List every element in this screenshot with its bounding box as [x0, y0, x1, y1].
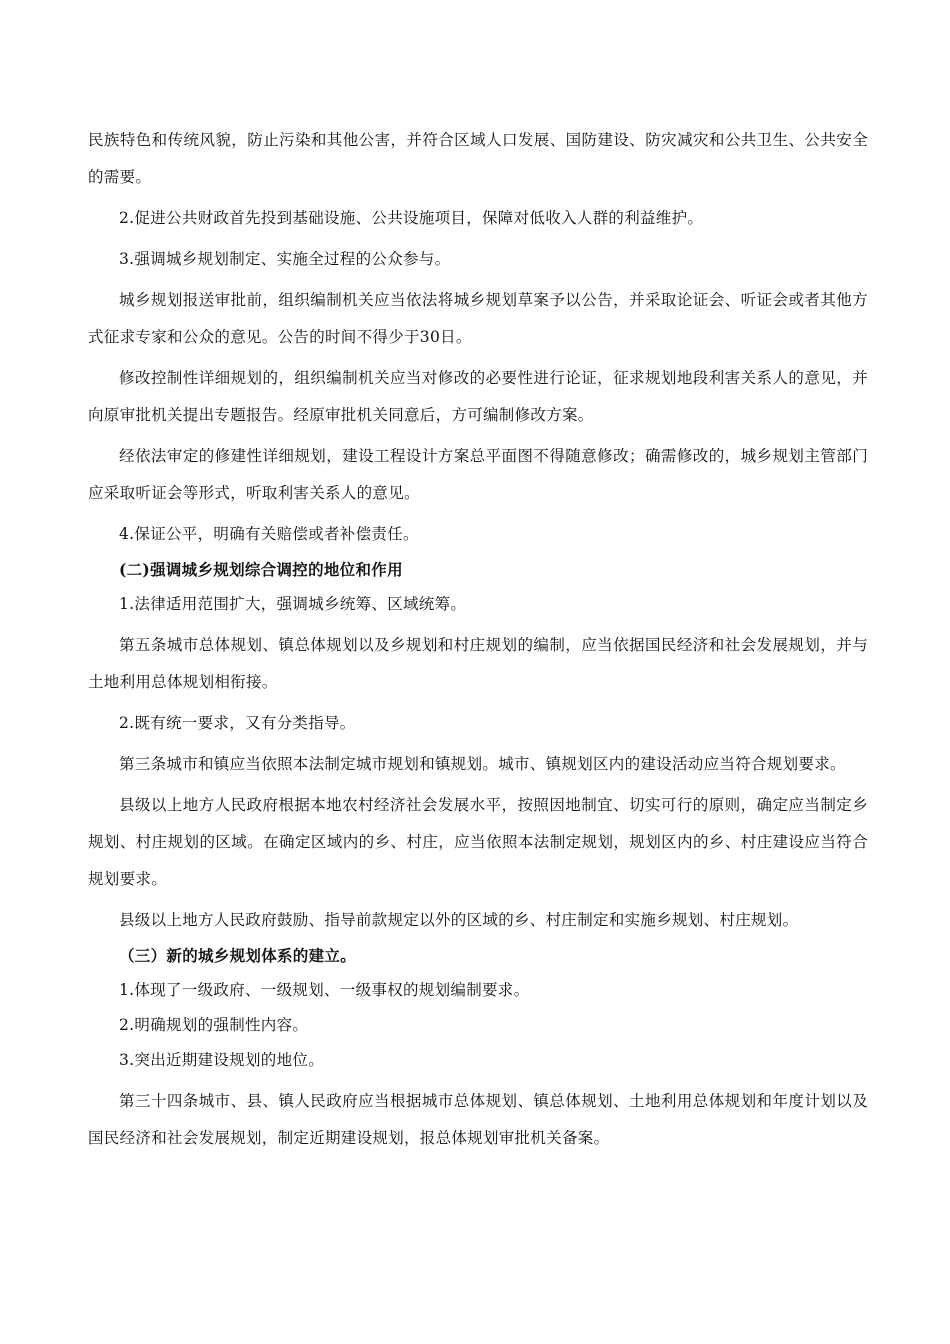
paragraph-17: 2.明确规划的强制性内容。 [119, 1016, 309, 1034]
section-heading-2: (二)强调城乡规划综合调控的地位和作用 [119, 560, 403, 579]
paragraph-19: 第三十四条城市、县、镇人民政府应当根据城市总体规划、镇总体规划、土地利用总体规划和年度计划以及国民经济和社会发展规划，制定近期建设规划，报总体规划审批机关备案。 [88, 1092, 868, 1147]
paragraph-3: 3.强调城乡规划制定、实施全过程的公众参与。 [119, 250, 451, 268]
paragraph-10: 第五条城市总体规划、镇总体规划以及乡规划和村庄规划的编制，应当依据国民经济和社会发展规划，并与土地利用总体规划相衔接。 [88, 636, 868, 691]
section-heading-3: （三）新的城乡规划体系的建立。 [119, 946, 357, 965]
paragraph-13: 县级以上地方人民政府根据本地农村经济社会发展水平，按照因地制宜、切实可行的原则，确定应当制定乡规划、村庄规划的区域。在确定区域内的乡、村庄，应当依照本法制定规划，规划区内的乡、村庄建设应当符合规划要求。 [88, 796, 868, 888]
paragraph-2: 2.促进公共财政首先投到基础设施、公共设施项目，保障对低收入人群的利益维护。 [119, 209, 704, 227]
paragraph-18: 3.突出近期建设规划的地位。 [119, 1051, 324, 1069]
paragraph-7: 4.保证公平，明确有关赔偿或者补偿责任。 [119, 525, 419, 543]
paragraph-1: 民族特色和传统风貌，防止污染和其他公害，并符合区域人口发展、国防建设、防灾减灾和公共卫生、公共安全的需要。 [88, 131, 868, 186]
paragraph-6: 经依法审定的修建性详细规划，建设工程设计方案总平面图不得随意修改；确需修改的，城乡规划主管部门应采取听证会等形式，听取利害关系人的意见。 [88, 447, 868, 502]
paragraph-16: 1.体现了一级政府、一级规划、一级事权的规划编制要求。 [119, 981, 530, 999]
paragraph-9: 1.法律适用范围扩大，强调城乡统筹、区域统筹。 [119, 595, 467, 613]
paragraph-4: 城乡规划报送审批前，组织编制机关应当依法将城乡规划草案予以公告，并采取论证会、听证会或者其他方式征求专家和公众的意见。公告的时间不得少于30日。 [88, 291, 868, 346]
paragraph-5: 修改控制性详细规划的，组织编制机关应当对修改的必要性进行论证，征求规划地段利害关系人的意见，并向原审批机关提出专题报告。经原审批机关同意后，方可编制修改方案。 [88, 369, 868, 424]
document-body [88, 122, 868, 1157]
paragraph-14: 县级以上地方人民政府鼓励、指导前款规定以外的区域的乡、村庄制定和实施乡规划、村庄规划。 [119, 911, 799, 929]
paragraph-12: 第三条城市和镇应当依照本法制定城市规划和镇规划。城市、镇规划区内的建设活动应当符合规划要求。 [119, 755, 846, 773]
paragraph-11: 2.既有统一要求，又有分类指导。 [119, 714, 356, 732]
